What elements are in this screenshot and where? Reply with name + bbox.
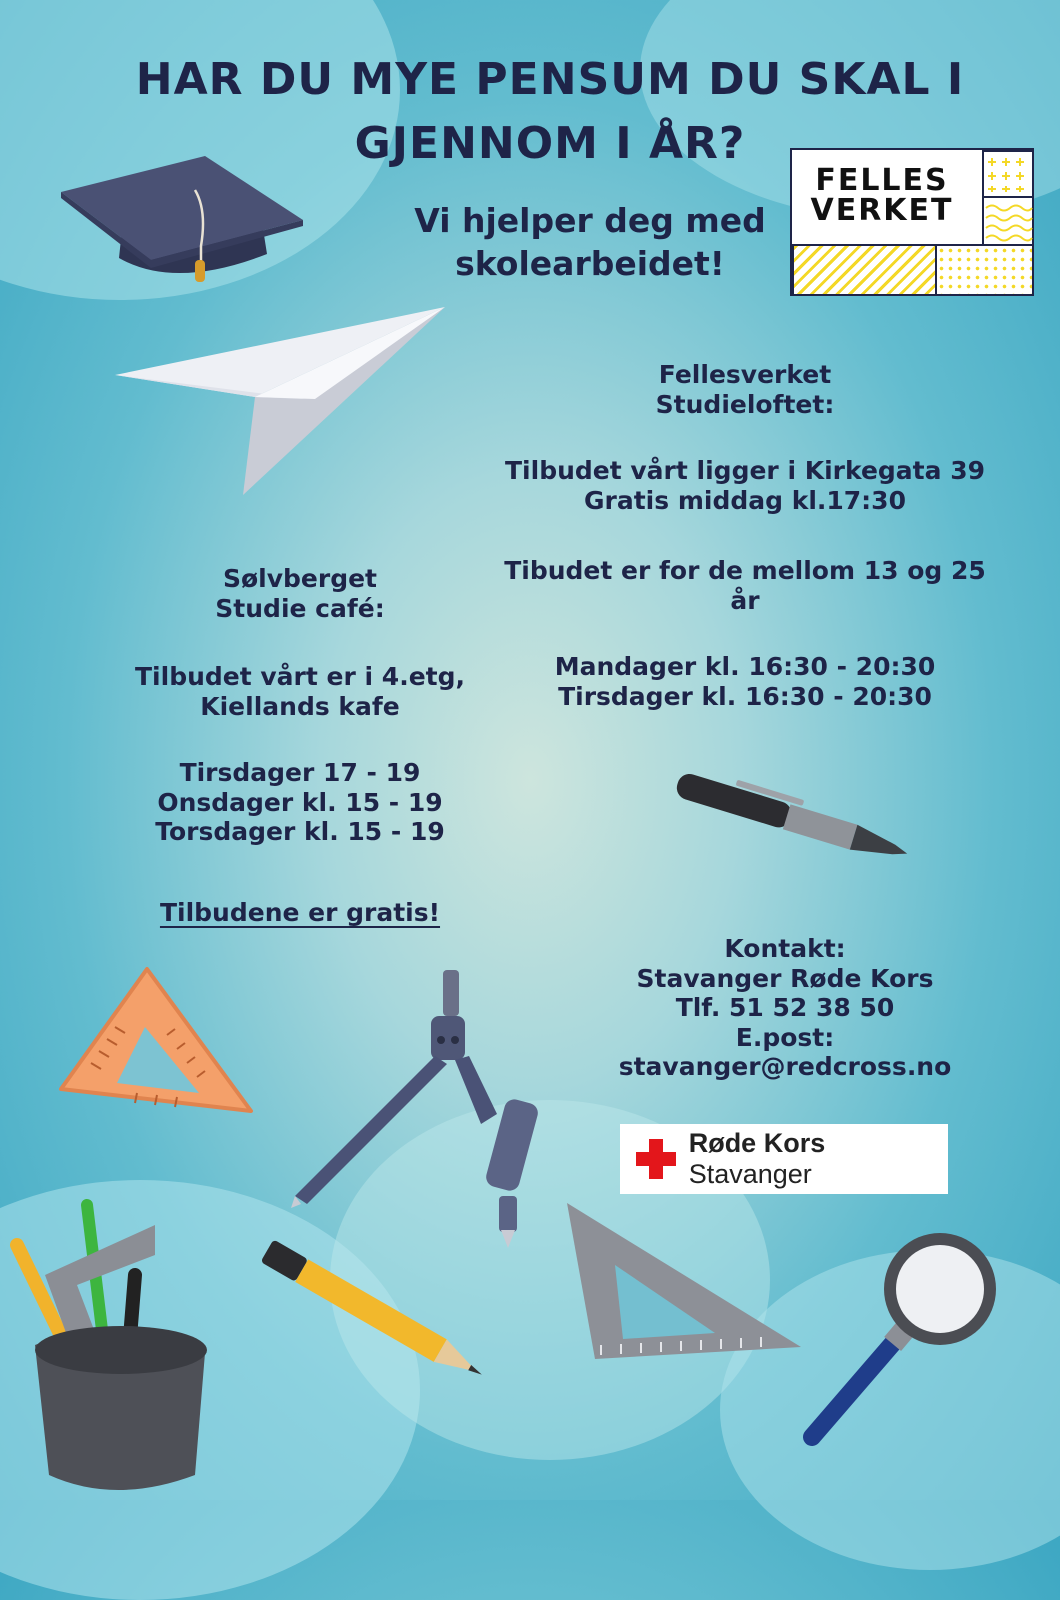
compass-icon <box>285 968 545 1248</box>
solvberget-name <box>110 564 490 623</box>
fellesverket-name <box>470 360 1020 419</box>
title-line-2: GJENNOM I ÅR? <box>354 117 746 169</box>
hours-row: Torsdager kl. 15 - 19 <box>155 817 445 846</box>
logo-pattern <box>982 150 1034 246</box>
redcross-name <box>689 1128 948 1190</box>
pencil-icon <box>255 1245 505 1390</box>
logo-wordmark <box>802 163 962 228</box>
set-square-icon <box>565 1195 805 1365</box>
fellesverket-age <box>470 556 1020 615</box>
subtitle-line-2: skolearbeidet! <box>455 243 725 283</box>
magnifying-glass-icon <box>790 1225 1000 1445</box>
fellesverket-address: Tilbudet vårt ligger i Kirkegata 39 <box>505 456 985 485</box>
title-line-1: HAR DU MYE PENSUM DU SKAL I <box>135 54 965 105</box>
logo-cell-stripes <box>792 244 937 296</box>
logo-cell-dots <box>935 244 1034 296</box>
free-note <box>110 898 490 928</box>
subtitle-line-1: Vi hjelper deg med <box>414 201 766 240</box>
solvberget-hours <box>110 758 490 847</box>
hours-row: Tirsdager 17 - 19 <box>179 758 421 787</box>
solvberget-location <box>110 662 490 721</box>
contact-phone: Tlf. 51 52 38 50 <box>675 993 895 1022</box>
graduation-cap-icon <box>55 150 310 290</box>
red-cross-icon <box>634 1137 677 1181</box>
fellesverket-name-line-1: Fellesverket <box>658 360 832 389</box>
contact-org: Stavanger Røde Kors <box>636 963 934 993</box>
contact-email[interactable]: stavanger@redcross.no <box>618 1052 952 1081</box>
pencil-cup-icon <box>5 1195 230 1495</box>
solvberget-name-line-1: Sølvberget <box>222 564 378 593</box>
hours-row: Mandager kl. 16:30 - 20:30 <box>554 652 936 681</box>
logo-line-2: VERKET <box>810 193 954 228</box>
free-note-text: Tilbudene er gratis! <box>159 898 441 927</box>
age-line-2: år <box>730 585 760 615</box>
fellesverket-details <box>470 456 1020 515</box>
pen-icon <box>665 775 915 870</box>
hours-row: Tirsdager kl. 16:30 - 20:30 <box>558 681 932 711</box>
contact-heading: Kontakt: <box>724 934 846 963</box>
age-line-1: Tibudet er for de mellom 13 og 25 <box>504 556 986 585</box>
subtitle <box>340 200 840 286</box>
triangle-ruler-icon <box>55 965 255 1155</box>
location-line-1: Tilbudet vårt er i 4.etg, <box>135 662 465 691</box>
redcross-badge <box>620 1124 948 1194</box>
fellesverket-name-line-2: Studieloftet: <box>655 389 835 419</box>
hours-row: Onsdager kl. 15 - 19 <box>157 787 443 817</box>
solvberget-name-line-2: Studie café: <box>215 593 385 623</box>
fellesverket-hours <box>470 652 1020 711</box>
contact-email-label: E.post: <box>735 1022 835 1052</box>
fellesverket-dinner: Gratis middag kl.17:30 <box>584 485 906 515</box>
location-line-2: Kiellands kafe <box>200 691 400 721</box>
redcross-name-rest: Stavanger <box>688 1159 812 1189</box>
fellesverket-logo <box>790 148 1034 296</box>
redcross-name-bold: Røde Kors <box>688 1128 826 1158</box>
contact-block <box>560 934 1010 1082</box>
paper-plane-icon <box>115 305 450 500</box>
logo-line-1: FELLES <box>815 163 949 198</box>
